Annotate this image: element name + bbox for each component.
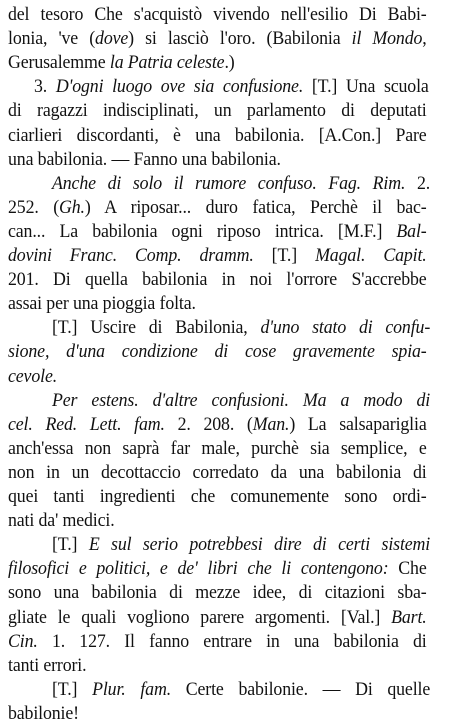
italic-span: Gh.	[59, 196, 85, 218]
text-line	[52, 533, 430, 557]
text-line	[8, 509, 427, 533]
text-span: una babilonia. — Fanno una babilonia.	[8, 148, 281, 170]
italic-span: Bart.	[391, 606, 427, 628]
text-line	[8, 365, 427, 389]
text-span: ciarlieri discordanti, è una babilonia. [A.Con.] Pare	[8, 124, 427, 146]
italic-span: sione, d'una condizione di cose gravemente spia-	[8, 341, 427, 363]
italic-span: Magal. Capit.	[315, 245, 427, 266]
text-line	[8, 244, 427, 268]
text-span: Gerusalemme	[8, 52, 110, 74]
text-line	[8, 581, 427, 605]
text-span: 252. (	[8, 196, 60, 218]
text-line	[8, 437, 427, 461]
text-line	[8, 413, 427, 437]
text-line	[8, 3, 427, 27]
italic-span: cevole.	[8, 365, 58, 387]
text-span: tanti errori.	[8, 654, 87, 676]
italic-span: Man.	[252, 413, 290, 435]
text-span: [T.]	[52, 534, 89, 556]
text-line	[52, 172, 430, 196]
italic-span: Anche di solo il rumore confuso. Fag. Rim.	[52, 172, 406, 194]
text-line	[8, 702, 427, 726]
text-span: .)	[224, 52, 235, 74]
text-span: assai per una pioggia folta.	[8, 293, 196, 315]
text-line	[8, 630, 427, 654]
text-span: Che	[388, 558, 427, 580]
text-span: [T.] Uscire di Babilonia,	[52, 317, 261, 339]
text-line	[8, 51, 427, 75]
text-span: Certe babilonie. — Di quelle	[171, 678, 431, 700]
text-line	[8, 461, 427, 485]
text-span: quei tanti ingredienti che comunemente sono ordi-	[8, 486, 427, 507]
text-span: sono una babilonia di mezze idee, di citazioni sba-	[8, 582, 427, 604]
text-line	[8, 485, 427, 509]
text-span: 1. 127. Il fanno entrare in una babilonia di	[37, 630, 427, 652]
text-span: [T.] Una scuola	[303, 76, 429, 98]
italic-span: Bal-	[396, 220, 427, 242]
text-line	[8, 340, 427, 364]
italic-span: d'uno stato di confu-	[260, 317, 431, 339]
italic-span: E sul serio potrebbesi dire di certi sistemi	[88, 534, 431, 556]
text-line	[8, 557, 427, 581]
text-line	[8, 124, 427, 148]
text-span: del tesoro Che s'acquistò vivendo nell'esilio Di Babi-	[8, 4, 427, 25]
italic-span: D'ogni luogo ove sia confusione.	[55, 76, 304, 98]
italic-span: dove	[95, 28, 129, 50]
italic-span: Cin.	[8, 630, 38, 652]
italic-span: Per estens. d'altre confusioni. Ma a modo di	[52, 389, 431, 411]
text-span: anch'essa non saprà far male, purchè sia semplice, e	[8, 437, 427, 459]
text-span: di ragazzi indisciplinati, un parlamento di deputati	[8, 100, 427, 122]
text-span: 201. Di quella babilonia in noi l'orrore S'accrebbe	[8, 269, 427, 291]
italic-span: la Patria celeste	[109, 52, 225, 74]
text-span: can... La babilonia ogni riposo intrica. [M.F.]	[8, 220, 397, 242]
italic-span: il Mondo	[351, 28, 423, 50]
text-span: nati da' medici.	[8, 510, 115, 532]
italic-span: Plur. fam.	[92, 678, 172, 700]
text-line	[52, 316, 430, 340]
text-span: [T.]	[52, 678, 93, 700]
text-span: non in un decottaccio corredato da una babilonia di	[8, 461, 427, 483]
text-line	[8, 606, 427, 630]
text-span: 2.	[405, 172, 431, 194]
text-span: gliate le quali vogliono parere argomenti. [Val.]	[8, 606, 392, 628]
italic-span: dovini Franc. Comp. dramm.	[8, 245, 254, 266]
text-span: ,	[422, 28, 427, 50]
text-line	[8, 99, 427, 123]
text-span: ) A riposar... duro fatica, Perchè il bac-	[84, 196, 427, 218]
text-span: 2. 208. (	[164, 413, 253, 435]
text-line	[34, 75, 429, 99]
text-span: ) La salsapariglia	[289, 413, 427, 435]
text-span: 3.	[34, 76, 56, 98]
text-span: [T.]	[253, 245, 316, 266]
text-span: lonia, 've (	[8, 28, 96, 50]
text-line	[8, 148, 427, 172]
text-span: ) si lasciò l'oro. (Babilonia	[128, 28, 352, 50]
text-line	[8, 27, 427, 51]
text-line	[8, 654, 427, 678]
italic-span: cel. Red. Lett. fam.	[8, 413, 165, 435]
text-line	[8, 220, 427, 244]
text-line	[8, 268, 427, 292]
text-line	[52, 678, 430, 702]
text-line	[52, 389, 430, 413]
italic-span: filosofici e politici, e de' libri che li contengono:	[8, 558, 389, 580]
text-line	[8, 196, 427, 220]
text-span: babilonie!	[8, 702, 79, 724]
text-line	[8, 292, 427, 316]
